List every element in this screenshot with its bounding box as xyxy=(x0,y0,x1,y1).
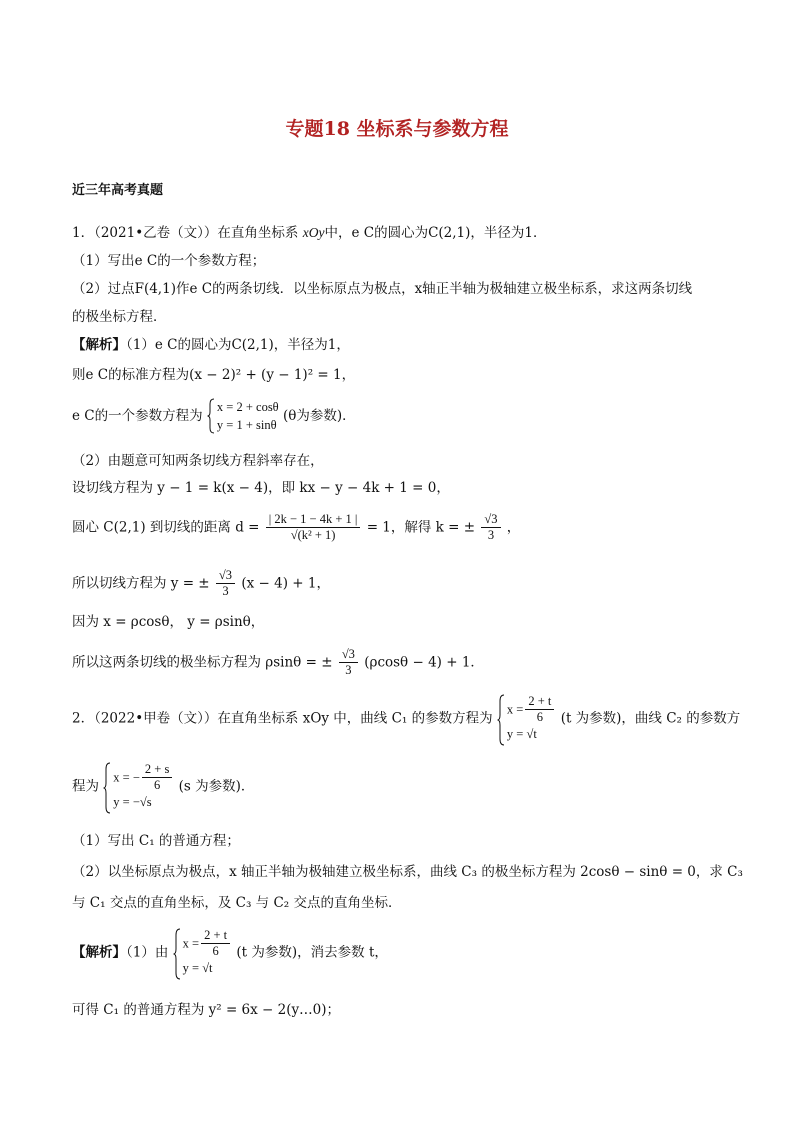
q1-s9-pre: 所以这两条切线的极坐标方程为 ρsinθ = ± xyxy=(72,654,333,671)
q2-s1-post: (t 为参数)，消去参数 t， xyxy=(236,944,388,961)
q2-s1-row1-pre: x = xyxy=(182,936,200,951)
q1-s6-post: ， xyxy=(506,519,521,536)
q1-s6-pre: 圆心 C(2,1) 到切线的距离 d = xyxy=(72,519,260,536)
q1-s1: （1）e C的圆心为C(2,1)，半径为1， xyxy=(126,337,350,353)
slope-denominator: 3 xyxy=(222,584,229,598)
polar-denominator: 3 xyxy=(345,663,352,677)
q2-solution-label: 【解析】 xyxy=(72,944,126,961)
q1-circle: e C xyxy=(351,225,375,241)
q1-part2-line2: 的极坐标方程． xyxy=(72,309,167,325)
q2-c1-row1-pre: x = xyxy=(506,702,524,717)
q2-stem-line2 xyxy=(72,762,254,811)
q1-solution-line9 xyxy=(72,647,484,678)
brace-icon xyxy=(207,398,215,434)
q1-solution-line7 xyxy=(72,568,330,599)
q1-tail: 的圆心为C(2,1)，半径为1． xyxy=(374,225,547,241)
q1-solution-line6 xyxy=(72,512,520,543)
q2-s1-row1 xyxy=(183,928,232,959)
q1-solution-line2: 则e C的标准方程为(x − 2)² + (y − 1)² = 1， xyxy=(72,367,356,383)
slope-numerator: √3 xyxy=(216,568,235,584)
q1-stem xyxy=(72,223,547,243)
brace-icon xyxy=(497,694,505,746)
q2-c1-numerator: 2 + t xyxy=(525,694,554,710)
q2-c1-fraction xyxy=(525,694,554,725)
q2-c1-system xyxy=(497,694,556,743)
q1-solution-line8: 因为 x = ρcosθ， y = ρsinθ， xyxy=(72,614,265,630)
distance-fraction xyxy=(266,512,361,543)
q1-coord: xOy xyxy=(302,225,325,240)
q1-solution-line1 xyxy=(72,335,350,355)
q2-c1-row1 xyxy=(507,694,556,725)
q2-c1-post: (t 为参数)，曲线 C₂ 的参数方 xyxy=(560,710,741,727)
brace-icon xyxy=(103,762,111,814)
q2-part2-line2: 与 C₁ 交点的直角坐标，及 C₃ 与 C₂ 交点的直角坐标． xyxy=(72,895,402,911)
polar-numerator: √3 xyxy=(339,647,358,663)
q2-c2-row1-pre: x = − xyxy=(113,770,140,785)
section-heading: 近三年高考真题 xyxy=(72,183,164,198)
page-title: 专题18 坐标系与参数方程 xyxy=(285,118,509,140)
brace-icon xyxy=(173,928,181,980)
q1-solution-label: 【解析】 xyxy=(72,337,126,353)
q2-solution-line1 xyxy=(72,928,388,977)
q2-c2-numerator: 2 + s xyxy=(142,762,172,778)
q2-s1-fraction xyxy=(201,928,230,959)
q1-s6-mid: = 1，解得 k = ± xyxy=(366,519,476,536)
q1-s3-row2: y = 1 + sinθ xyxy=(216,418,277,432)
q1-s9-post: (ρcosθ − 4) + 1． xyxy=(364,654,484,671)
q1-s3-post: (θ为参数)． xyxy=(282,408,356,424)
q2-solution-system xyxy=(173,928,232,977)
q2-s1-row2: y = √t xyxy=(182,961,213,975)
k-fraction xyxy=(481,512,500,543)
q2-s1-numerator: 2 + t xyxy=(201,928,230,944)
q2-c2-system xyxy=(103,762,174,811)
slope-fraction xyxy=(216,568,235,599)
q2-stem-line1 xyxy=(72,694,740,743)
q2-c1-denominator: 6 xyxy=(536,710,543,724)
q2-c2-row1 xyxy=(113,762,174,793)
q1-param-system xyxy=(207,398,279,434)
q1-s3-pre: e C的一个参数方程为 xyxy=(72,408,203,424)
k-denominator: 3 xyxy=(487,528,495,542)
q2-c1-row2: y = √t xyxy=(506,727,537,741)
distance-denominator: √(k² + 1) xyxy=(290,528,336,542)
q2-part2-line1: （2）以坐标原点为极点，x 轴正半轴为极轴建立极坐标系，曲线 C₃ 的极坐标方程为 2cosθ − sinθ = 0，求 C₃ xyxy=(72,864,743,880)
q1-s7-post: (x − 4) + 1， xyxy=(241,575,330,592)
q2-c2-denominator: 6 xyxy=(153,778,161,792)
q2-c2-post: (s 为参数)． xyxy=(178,778,255,795)
q1-part1: （1）写出e C的一个参数方程； xyxy=(72,253,266,269)
q1-solution-line3 xyxy=(72,398,356,434)
q1-mid: 中， xyxy=(324,225,352,241)
q1-s3-row1: x = 2 + cosθ xyxy=(216,400,279,414)
q2-line2-pre: 程为 xyxy=(72,778,99,795)
q1-s7-pre: 所以切线方程为 y = ± xyxy=(72,575,210,592)
q2-part1: （1）写出 C₁ 的普通方程； xyxy=(72,833,240,849)
q2-head: 2．（2022•甲卷（文））在直角坐标系 xOy 中，曲线 C₁ 的参数方程为 xyxy=(72,710,493,727)
q1-part2-line1: （2）过点F(4,1)作e C的两条切线．以坐标原点为极点，x轴正半轴为极轴建立极坐标系，求这两条切线 xyxy=(72,281,693,297)
distance-numerator: | 2k − 1 − 4k + 1 | xyxy=(266,512,361,528)
q2-solution-line2: 可得 C₁ 的普通方程为 y² = 6x − 2(y…0)； xyxy=(72,1002,340,1018)
q2-c2-fraction xyxy=(142,762,172,793)
q2-s1-pre: （1）由 xyxy=(126,944,169,961)
q1-head: 1．（2021•乙卷（文））在直角坐标系 xyxy=(72,225,299,241)
k-numerator: √3 xyxy=(481,512,500,528)
q1-solution-line4: （2）由题意可知两条切线方程斜率存在， xyxy=(72,453,324,469)
q2-c2-row2: y = −√s xyxy=(113,795,152,809)
polar-fraction xyxy=(339,647,358,678)
q1-solution-line5: 设切线方程为 y − 1 = k(x − 4)，即 kx − y − 4k + 1 = 0， xyxy=(72,480,450,496)
q2-s1-denominator: 6 xyxy=(212,944,219,958)
